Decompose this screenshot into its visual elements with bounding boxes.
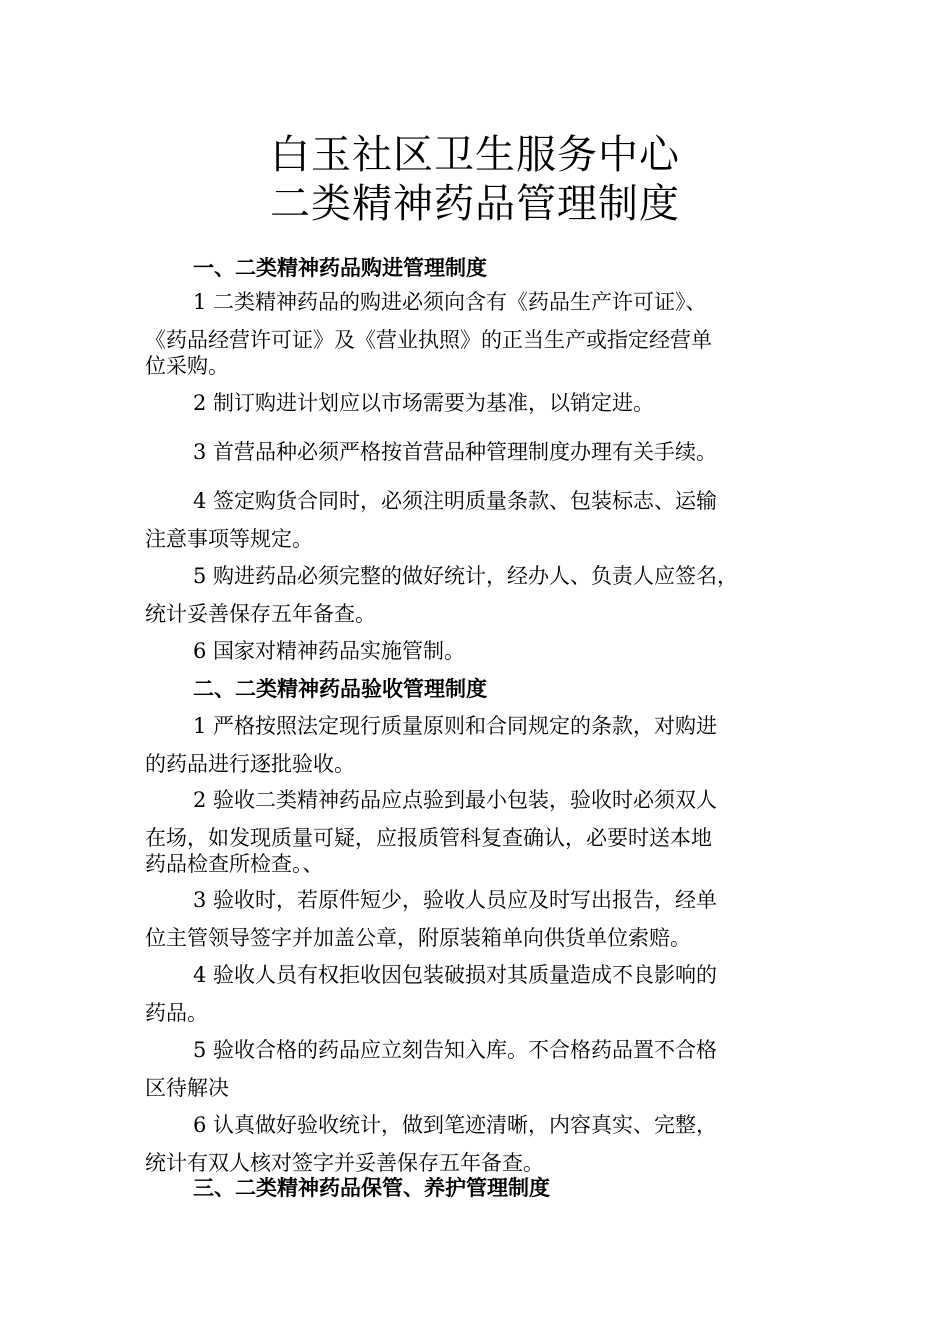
section-heading-1: 一、二类精神药品购进管理制度	[193, 256, 487, 280]
paragraph-line: 5 验收合格的药品应立刻告知入库。不合格药品置不合格	[193, 1038, 718, 1062]
paragraph-line: 5 购进药品必须完整的做好统计，经办人、负责人应签名，	[193, 564, 739, 588]
paragraph-line: 6 认真做好验收统计，做到笔迹清晰，内容真实、完整，	[193, 1113, 718, 1137]
paragraph-line: 3 验收时，若原件短少，验收人员应及时写出报告，经单	[193, 888, 718, 912]
paragraph-line: 位采购。	[145, 354, 229, 378]
paragraph-line: 统计有双人核对签字并妥善保存五年备查。	[145, 1151, 544, 1175]
section-heading-3: 三、二类精神药品保管、养护管理制度	[193, 1176, 550, 1200]
paragraph-line: 药品。	[145, 1001, 208, 1025]
paragraph-line: 1 严格按照法定现行质量原则和合同规定的条款，对购进	[193, 714, 718, 738]
paragraph-line: 2 制订购进计划应以市场需要为基准，以销定进。	[193, 391, 655, 415]
paragraph-line: 《药品经营许可证》及《营业执照》的正当生产或指定经营单	[145, 328, 712, 352]
paragraph-line: 4 验收人员有权拒收因包装破损对其质量造成不良影响的	[193, 963, 718, 987]
paragraph-line: 注意事项等规定。	[145, 527, 313, 551]
paragraph-line: 的药品进行逐批验收。	[145, 752, 355, 776]
paragraph-line: 区待解决	[145, 1076, 229, 1100]
paragraph-line: 药品检查所检查。、	[145, 852, 324, 876]
document-title-line-1: 白玉社区卫生服务中心	[270, 132, 680, 178]
paragraph-line: 6 国家对精神药品实施管制。	[193, 639, 466, 663]
section-heading-2: 二、二类精神药品验收管理制度	[193, 677, 487, 701]
document-title-line-2: 二类精神药品管理制度	[270, 181, 680, 227]
paragraph-line: 在场，如发现质量可疑，应报质管科复查确认，必要时送本地	[145, 826, 712, 850]
paragraph-line: 统计妥善保存五年备查。	[145, 602, 376, 626]
paragraph-line: 2 验收二类精神药品应点验到最小包装，验收时必须双人	[193, 788, 718, 812]
paragraph-line: 位主管领导签字并加盖公章，附原装箱单向供货单位索赔。	[145, 926, 691, 950]
paragraph-line: 3 首营品种必须严格按首营品种管理制度办理有关手续。	[193, 440, 718, 464]
paragraph-line: 1 二类精神药品的购进必须向含有《药品生产许可证》、	[193, 290, 707, 314]
paragraph-line: 4 签定购货合同时，必须注明质量条款、包装标志、运输	[193, 489, 718, 513]
